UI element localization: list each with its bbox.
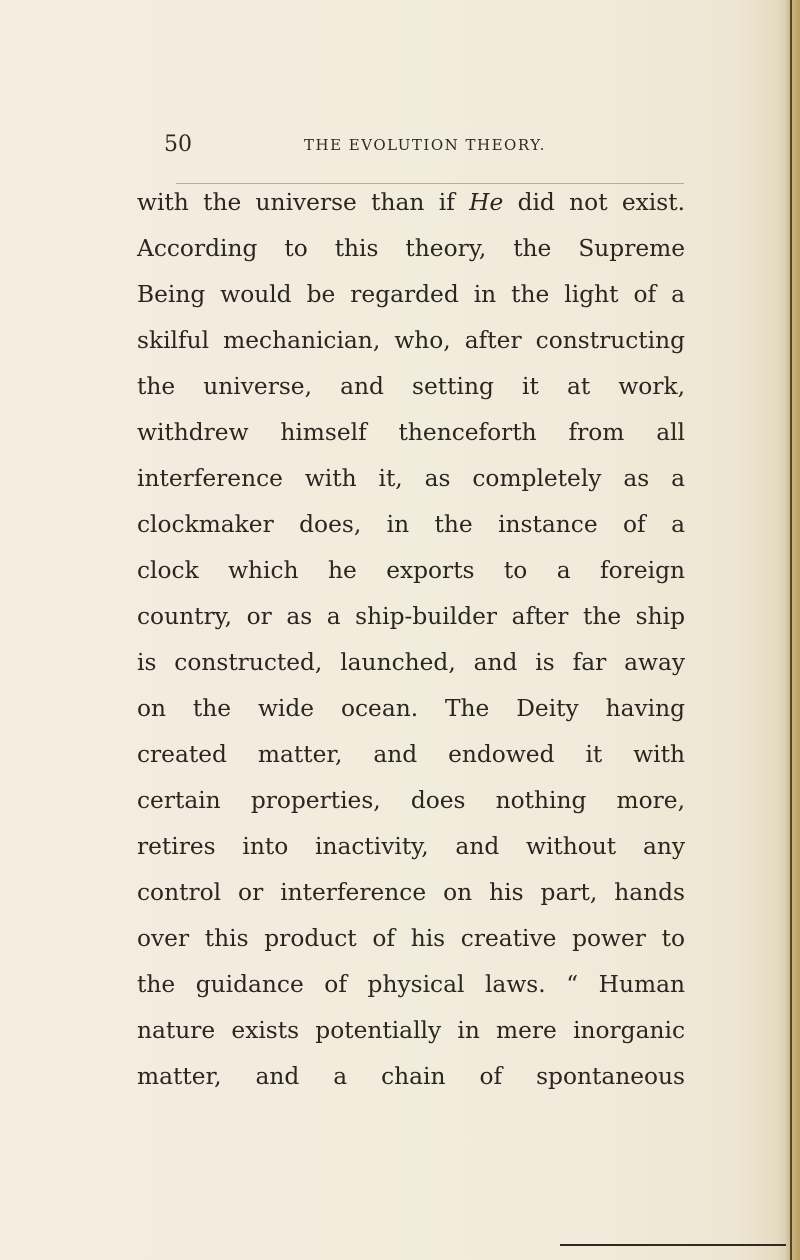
italic-word: He <box>469 189 504 216</box>
text-line: clockmaker does, in the instance of a <box>137 511 685 538</box>
text-line: retires into inactivity, and without any <box>137 833 685 860</box>
page-header <box>164 132 684 158</box>
text-line: over this product of his creative power to <box>137 925 685 952</box>
book-spine-edge <box>786 0 800 1260</box>
body-text <box>137 180 685 1100</box>
text-line: withdrew himself thenceforth from all <box>137 419 685 446</box>
text-fragment: did not exist. <box>503 189 685 216</box>
text-line: on the wide ocean. The Deity having <box>137 695 685 722</box>
text-line: created matter, and endowed it with <box>137 741 685 768</box>
text-line: nature exists potentially in mere inorganic <box>137 1017 685 1044</box>
text-line: the guidance of physical laws. “ Human <box>137 971 685 998</box>
text-line: Being would be regarded in the light of a <box>137 281 685 308</box>
running-title: THE EVOLUTION THEORY. <box>304 136 546 154</box>
text-line: clock which he exports to a foreign <box>137 557 685 584</box>
text-line: According to this theory, the Supreme <box>137 235 685 262</box>
text-line: certain properties, does nothing more, <box>137 787 685 814</box>
text-line: control or interference on his part, hands <box>137 879 685 906</box>
text-line: matter, and a chain of spontaneous <box>137 1063 685 1090</box>
text-line: interference with it, as completely as a <box>137 465 685 492</box>
text-line: the universe, and setting it at work, <box>137 373 685 400</box>
text-line: country, or as a ship-builder after the ship <box>137 603 685 630</box>
spine-shadow-line <box>790 0 792 1260</box>
text-line: is constructed, launched, and is far away <box>137 649 685 676</box>
page-edge-shadow <box>560 1244 786 1246</box>
page-number: 50 <box>164 132 192 157</box>
text-line <box>137 180 685 226</box>
text-fragment: with the universe than if <box>137 189 470 216</box>
text-line: skilful mechanician, who, after constructing <box>137 327 685 354</box>
